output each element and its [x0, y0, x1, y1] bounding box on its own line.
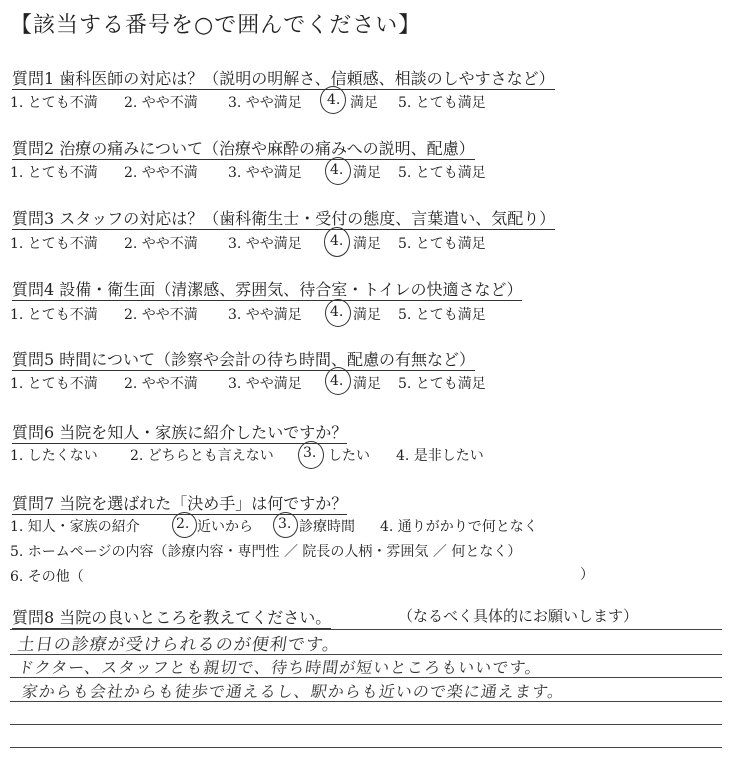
answer-line: [10, 747, 722, 748]
selection-circle: [273, 512, 298, 538]
question-8-note: （なるべく具体的にお願いします）: [398, 607, 639, 625]
q7-option-1[interactable]: 1. 知人・家族の紹介: [10, 519, 140, 535]
q2-option-4-number[interactable]: 4.: [330, 162, 344, 178]
selection-circle: [324, 227, 350, 257]
q5-option-4-number[interactable]: 4.: [330, 373, 344, 389]
question-8-label: 質問8 当院の良いところを教えてください。: [12, 608, 332, 627]
q3-option-4-number[interactable]: 4.: [330, 233, 344, 249]
q5-option-2[interactable]: 2. やや不満: [124, 376, 198, 392]
q3-option-2[interactable]: 2. やや不満: [124, 236, 198, 252]
selection-circle: [320, 86, 346, 114]
q3-option-1[interactable]: 1. とても不満: [10, 236, 98, 252]
q1-option-1[interactable]: 1. とても不満: [10, 95, 98, 111]
q2-option-5[interactable]: 5. とても満足: [398, 165, 486, 181]
q5-option-1[interactable]: 1. とても不満: [10, 376, 98, 392]
selection-circle: [325, 299, 351, 327]
q4-option-4-number[interactable]: 4.: [330, 304, 344, 320]
q5-option-3[interactable]: 3. やや満足: [228, 376, 302, 392]
q6-option-3-label[interactable]: したい: [328, 448, 370, 464]
q7-option-3-label[interactable]: 診療時間: [299, 519, 355, 535]
q7-option-3-number[interactable]: 3.: [278, 516, 292, 532]
q1-option-3[interactable]: 3. やや満足: [228, 95, 302, 111]
q2-option-4-label[interactable]: 満足: [353, 165, 381, 181]
q5-option-5[interactable]: 5. とても満足: [398, 376, 486, 392]
q3-option-3[interactable]: 3. やや満足: [228, 236, 302, 252]
q7-option-5[interactable]: 5. ホームページの内容（診療内容・専門性 ／ 院長の人柄・雰囲気 ／ 何となく）: [10, 544, 522, 560]
q3-option-5[interactable]: 5. とても満足: [398, 236, 486, 252]
q4-option-4-label[interactable]: 満足: [353, 307, 381, 323]
q2-option-2[interactable]: 2. やや不満: [124, 165, 198, 181]
question-6-label: 質問6 当院を知人・家族に紹介したいですか？: [12, 423, 348, 442]
selection-circle: [298, 441, 324, 469]
q1-option-2[interactable]: 2. やや不満: [124, 95, 198, 111]
selection-circle: [325, 157, 351, 185]
q1-option-4-number[interactable]: 4.: [327, 92, 341, 108]
q7-option-4[interactable]: 4. 通りがかりで何となく: [380, 519, 538, 535]
question-7-label: 質問7 当院を選ばれた「決め手」は何ですか？: [12, 494, 348, 513]
question-3-label: 質問3 スタッフの対応は？（歯科衛生士・受付の態度、言葉遣い、気配り）: [12, 209, 556, 228]
q4-option-1[interactable]: 1. とても不満: [10, 307, 98, 323]
q7-option-2-label[interactable]: 近いから: [197, 519, 253, 535]
q6-option-4[interactable]: 4. 是非したい: [396, 448, 484, 464]
q7-option-6-close: ）: [580, 567, 594, 583]
question-5-label: 質問5 時間について（診察や会計の待ち時間、配慮の有無など）: [12, 350, 475, 369]
selection-circle: [172, 512, 197, 538]
q4-option-3[interactable]: 3. やや満足: [228, 307, 302, 323]
q7-option-6[interactable]: 6. その他（: [10, 569, 84, 585]
page-title: 【該当する番号を○で囲んでください】: [10, 13, 422, 38]
question-2-label: 質問2 治療の痛みについて（治療や麻酔の痛みへの説明、配慮）: [12, 139, 475, 158]
q1-option-5[interactable]: 5. とても満足: [398, 95, 486, 111]
q4-option-5[interactable]: 5. とても満足: [398, 307, 486, 323]
q6-option-3-number[interactable]: 3.: [303, 445, 317, 461]
q6-option-1[interactable]: 1. したくない: [10, 448, 98, 464]
q4-option-2[interactable]: 2. やや不満: [124, 307, 198, 323]
handwritten-answer-2: ドクター、スタッフとも親切で、待ち時間が短いところもいいです。: [16, 658, 544, 677]
question-4-label: 質問4 設備・衛生面（清潔感、雰囲気、待合室・トイレの快適さなど）: [12, 280, 523, 299]
q5-option-4-label[interactable]: 満足: [353, 376, 381, 392]
q6-option-2[interactable]: 2. どちらとも言えない: [130, 448, 274, 464]
q2-option-3[interactable]: 3. やや満足: [228, 165, 302, 181]
q2-option-1[interactable]: 1. とても不満: [10, 165, 98, 181]
handwritten-answer-3: 家からも会社からも徒歩で通えるし、駅からも近いので楽に通えます。: [20, 682, 566, 701]
handwritten-answer-1: 土日の診療が受けられるのが便利です。: [16, 635, 342, 655]
q7-option-2-number[interactable]: 2.: [176, 516, 190, 532]
q3-option-4-label[interactable]: 満足: [353, 236, 381, 252]
q1-option-4-label[interactable]: 満足: [350, 95, 378, 111]
question-1-label: 質問1 歯科医師の対応は？（説明の明解さ、信頼感、相談のしやすさなど）: [12, 69, 555, 88]
selection-circle: [325, 367, 351, 395]
answer-line: [10, 724, 722, 725]
